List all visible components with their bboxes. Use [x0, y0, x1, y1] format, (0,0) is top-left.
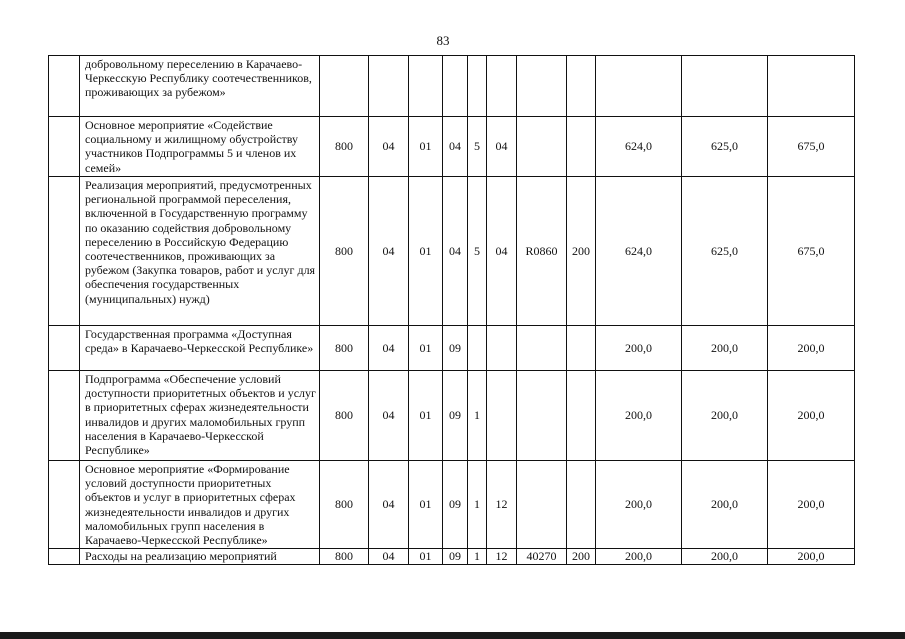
- code-cell: [487, 371, 517, 461]
- amount-cell: 200,0: [682, 461, 768, 549]
- code-cell: 800: [320, 371, 369, 461]
- item-name: Основное мероприятие «Содействие социальному и жилищному обустройству участников Подпрограммы 5 и членов их семей»: [80, 117, 320, 177]
- amount-cell: 675,0: [768, 177, 855, 326]
- amount-cell: 624,0: [596, 177, 682, 326]
- code-cell: [567, 56, 596, 117]
- amount-cell: 200,0: [768, 371, 855, 461]
- code-cell: 5: [468, 177, 487, 326]
- item-name: Государственная программа «Доступная среда» в Карачаево-Черкесской Республике»: [80, 326, 320, 371]
- code-cell: [369, 56, 409, 117]
- amount-cell: 200,0: [682, 371, 768, 461]
- index-cell: [49, 117, 80, 177]
- code-cell: [487, 56, 517, 117]
- index-cell: [49, 177, 80, 326]
- code-cell: 01: [409, 117, 443, 177]
- code-cell: 01: [409, 177, 443, 326]
- code-cell: 04: [369, 177, 409, 326]
- index-cell: [49, 56, 80, 117]
- code-cell: [487, 326, 517, 371]
- code-cell: [468, 326, 487, 371]
- index-cell: [49, 461, 80, 549]
- amount-cell: 200,0: [768, 326, 855, 371]
- code-cell: [517, 461, 567, 549]
- code-cell: 800: [320, 549, 369, 565]
- code-cell: [409, 56, 443, 117]
- code-cell: [320, 56, 369, 117]
- index-cell: [49, 326, 80, 371]
- code-cell: 09: [443, 549, 468, 565]
- code-cell: 800: [320, 461, 369, 549]
- amount-cell: [682, 56, 768, 117]
- code-cell: 5: [468, 117, 487, 177]
- item-name: Основное мероприятие «Формирование условий доступности приоритетных объектов и услуг в приоритетных сферах жизнедеятельности инвалидов и других маломобильных групп населения в Карачаево-Черкесской Республике»: [80, 461, 320, 549]
- amount-cell: 200,0: [682, 549, 768, 565]
- table-row: [49, 371, 855, 461]
- amount-cell: 200,0: [596, 549, 682, 565]
- code-cell: [443, 56, 468, 117]
- amount-cell: [768, 56, 855, 117]
- table-row: [49, 326, 855, 371]
- item-name: Расходы на реализацию мероприятий: [80, 549, 320, 565]
- amount-cell: 624,0: [596, 117, 682, 177]
- amount-cell: 200,0: [596, 326, 682, 371]
- code-cell: 04: [369, 326, 409, 371]
- code-cell: 800: [320, 177, 369, 326]
- code-cell: [517, 371, 567, 461]
- amount-cell: 200,0: [596, 461, 682, 549]
- table-row: [49, 117, 855, 177]
- code-cell: R0860: [517, 177, 567, 326]
- code-cell: 04: [443, 177, 468, 326]
- amount-cell: 200,0: [596, 371, 682, 461]
- budget-table: [48, 55, 855, 565]
- code-cell: [517, 326, 567, 371]
- index-cell: [49, 371, 80, 461]
- amount-cell: 625,0: [682, 117, 768, 177]
- code-cell: [567, 371, 596, 461]
- amount-cell: 625,0: [682, 177, 768, 326]
- code-cell: 04: [369, 461, 409, 549]
- code-cell: 04: [369, 371, 409, 461]
- table-row: [49, 177, 855, 326]
- amount-cell: 200,0: [768, 461, 855, 549]
- code-cell: 200: [567, 549, 596, 565]
- item-name: добровольному переселению в Карачаево-Черкесскую Республику соотечественников, проживающих за рубежом»: [80, 56, 320, 117]
- table-row: [49, 549, 855, 565]
- code-cell: 1: [468, 371, 487, 461]
- code-cell: 01: [409, 461, 443, 549]
- scan-edge-band: [0, 632, 905, 639]
- code-cell: 04: [369, 117, 409, 177]
- code-cell: [517, 56, 567, 117]
- code-cell: 1: [468, 549, 487, 565]
- code-cell: [468, 56, 487, 117]
- code-cell: 12: [487, 461, 517, 549]
- code-cell: [567, 117, 596, 177]
- code-cell: 09: [443, 371, 468, 461]
- code-cell: 40270: [517, 549, 567, 565]
- code-cell: 01: [409, 549, 443, 565]
- code-cell: 04: [443, 117, 468, 177]
- table-row: [49, 461, 855, 549]
- page-number: 83: [436, 33, 450, 48]
- code-cell: [567, 461, 596, 549]
- amount-cell: 200,0: [682, 326, 768, 371]
- code-cell: 01: [409, 326, 443, 371]
- code-cell: 04: [487, 117, 517, 177]
- code-cell: 04: [369, 549, 409, 565]
- table-row: [49, 56, 855, 117]
- amount-cell: [596, 56, 682, 117]
- code-cell: 800: [320, 326, 369, 371]
- code-cell: 09: [443, 461, 468, 549]
- amount-cell: 200,0: [768, 549, 855, 565]
- code-cell: 12: [487, 549, 517, 565]
- code-cell: 01: [409, 371, 443, 461]
- code-cell: 800: [320, 117, 369, 177]
- amount-cell: 675,0: [768, 117, 855, 177]
- code-cell: [517, 117, 567, 177]
- code-cell: [567, 326, 596, 371]
- code-cell: 200: [567, 177, 596, 326]
- item-name: Подпрограмма «Обеспечение условий доступности приоритетных объектов и услуг в приоритетных сферах жизнедеятельности инвалидов и других маломобильных групп населения в Карачаево-Черкесской Республике»: [80, 371, 320, 461]
- item-name: Реализация мероприятий, предусмотренных региональной программой переселения, включенной в Государственную программу по оказанию содействия добровольному переселению в Российскую Федерацию соотечественников, проживающих за рубежом (Закупка товаров, работ и услуг для обеспечения государственных (муниципальных) нужд): [80, 177, 320, 326]
- code-cell: 1: [468, 461, 487, 549]
- code-cell: 04: [487, 177, 517, 326]
- index-cell: [49, 549, 80, 565]
- code-cell: 09: [443, 326, 468, 371]
